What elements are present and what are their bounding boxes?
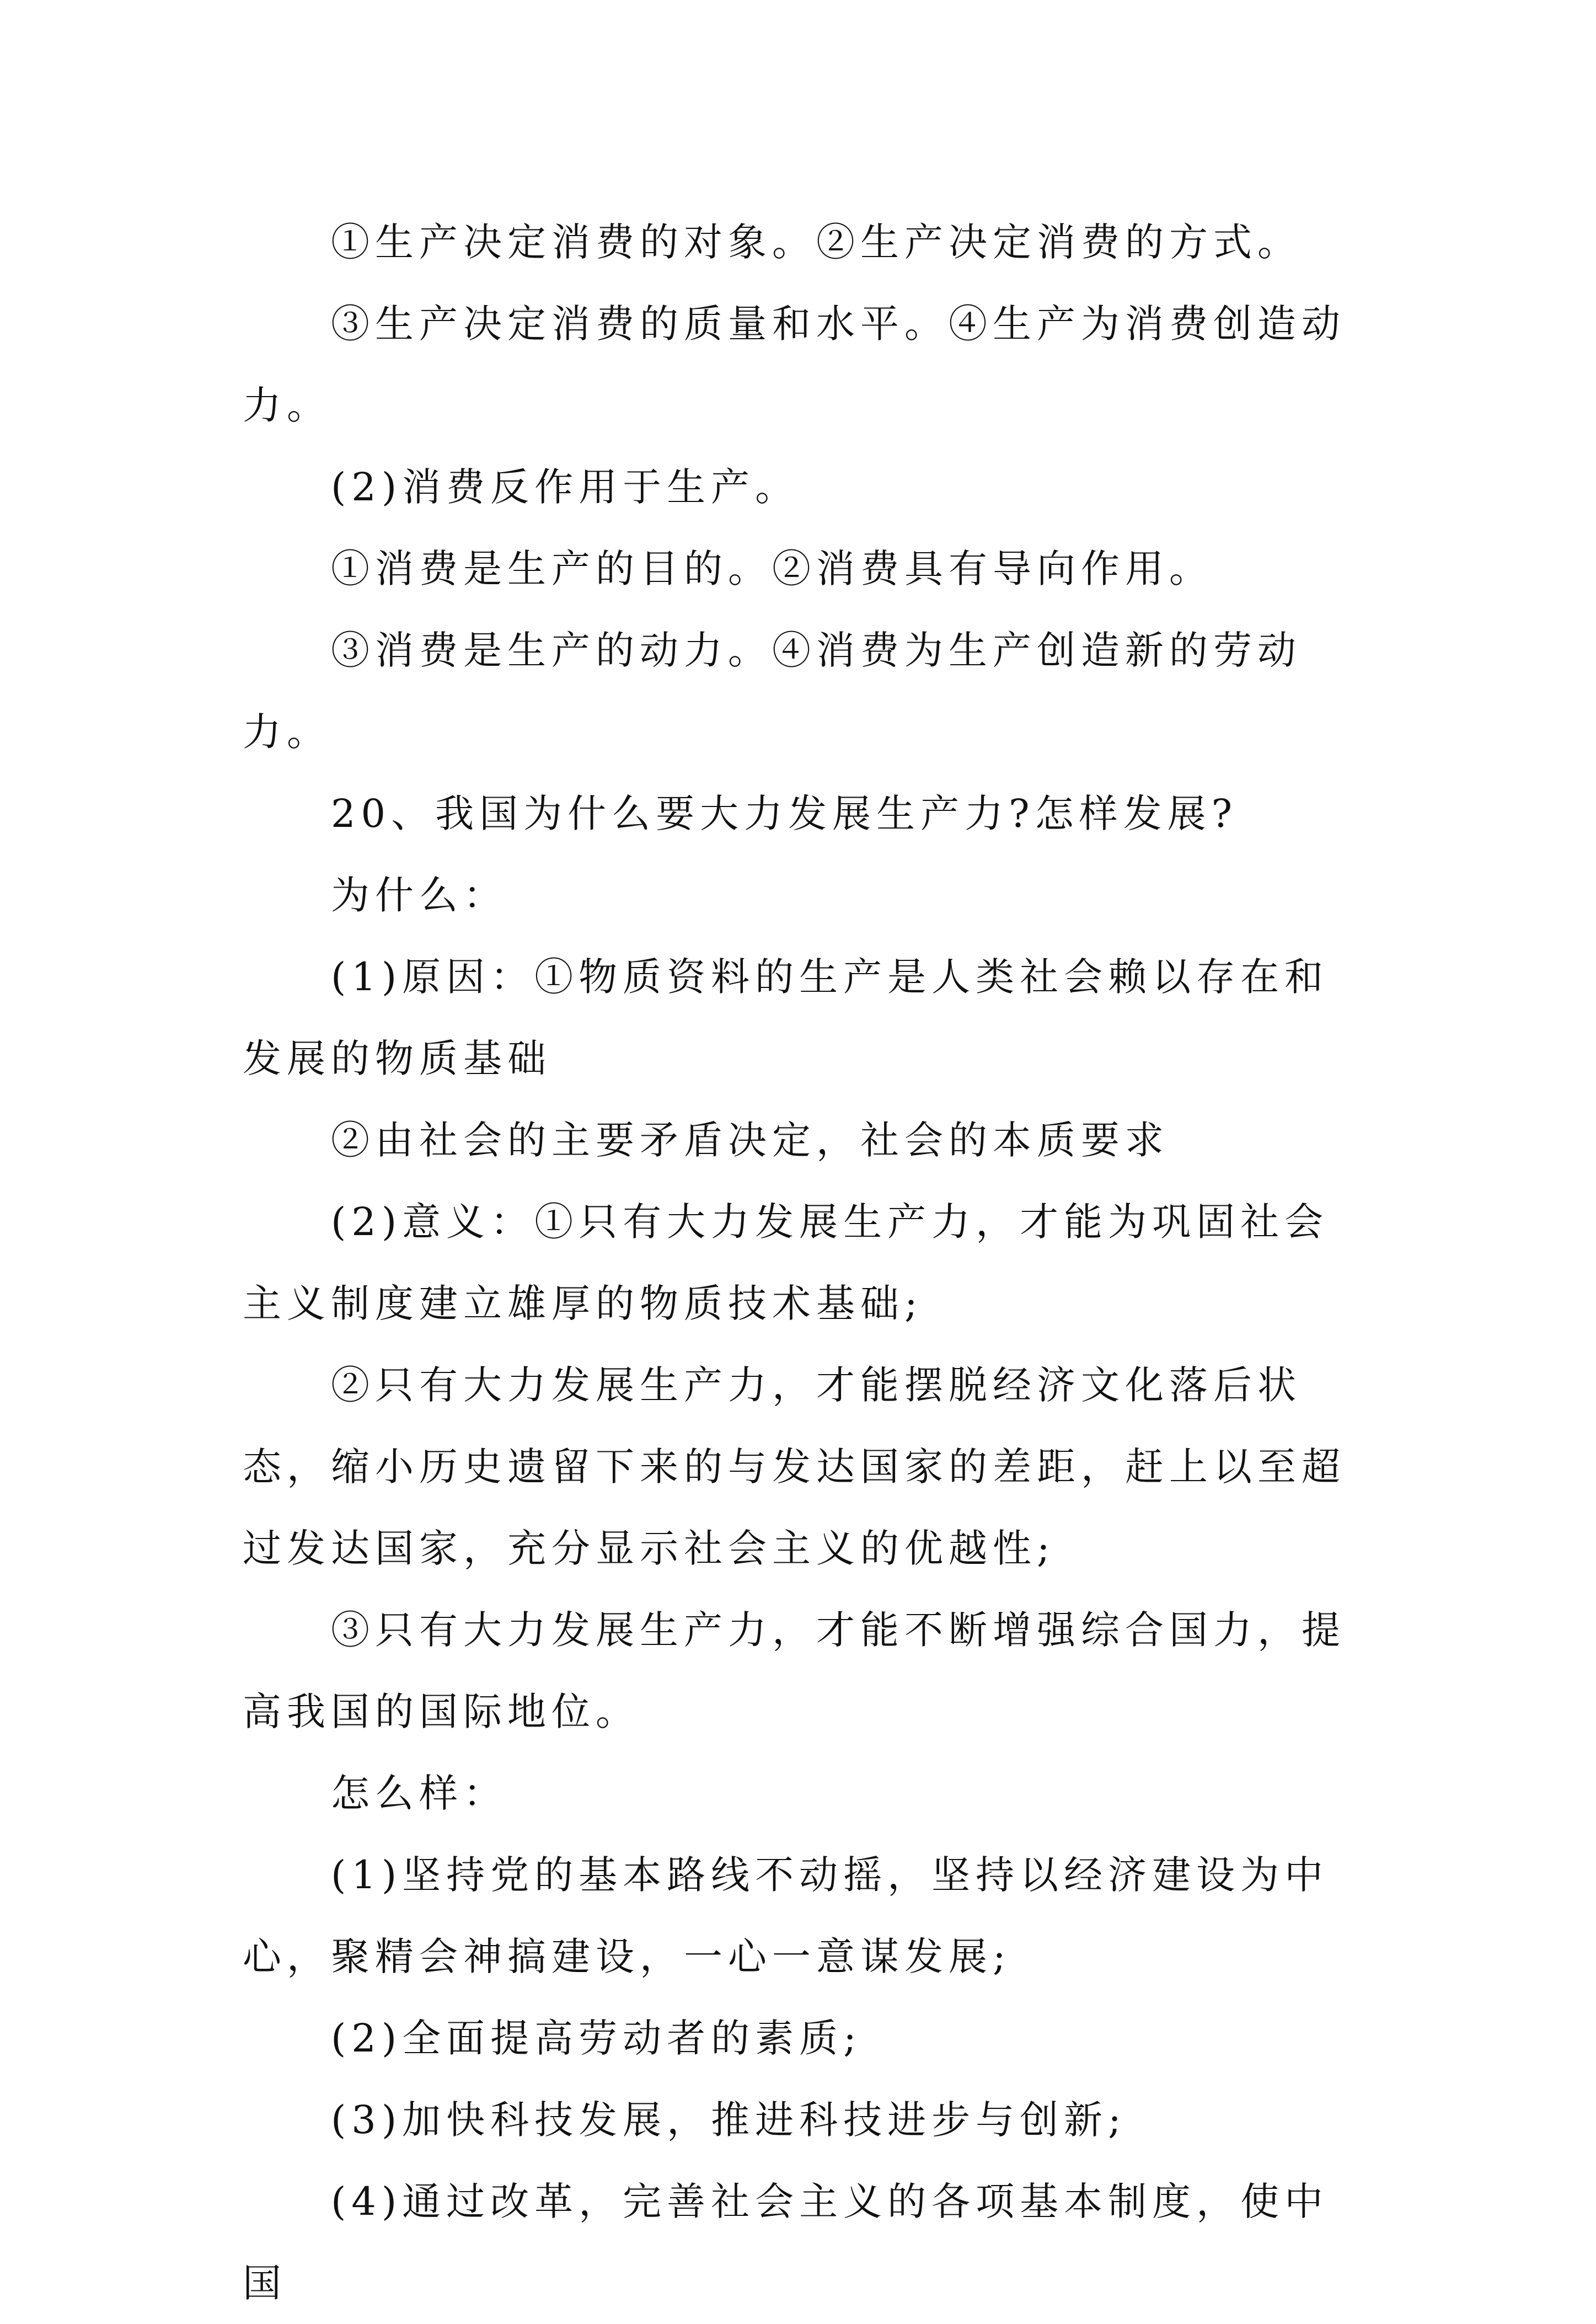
paragraph-reason: (1)原因：①物质资料的生产是人类社会赖以存在和发展的物质基础: [243, 954, 1329, 1081]
paragraph-production-quality-motivation: ③生产决定消费的质量和水平。④生产为消费创造动力。: [243, 301, 1346, 428]
paragraph-how-3: (3)加快科技发展，推进科技进步与创新;: [331, 2097, 1127, 2143]
how-subheading: 怎么样：: [331, 1771, 507, 1816]
paragraph-main-contradiction: ②由社会的主要矛盾决定，社会的本质要求: [331, 1118, 1169, 1163]
paragraph-production-object-method: ①生产决定消费的对象。②生产决定消费的方式。: [331, 220, 1302, 265]
paragraph-consumption-motivation-labor: ③消费是生产的动力。④消费为生产创造新的劳动力。: [243, 628, 1302, 755]
paragraph-consumption-purpose-guidance: ①消费是生产的目的。②消费具有导向作用。: [331, 546, 1213, 591]
paragraph-how-1: (1)坚持党的基本路线不动摇，坚持以经济建设为中心，聚精会神搞建设，一心一意谋发展;: [243, 1852, 1329, 1979]
paragraph-significance-1: (2)意义：①只有大力发展生产力，才能为巩固社会主义制度建立雄厚的物质技术基础;: [243, 1199, 1329, 1326]
question-20-heading: 20、我国为什么要大力发展生产力?怎样发展?: [331, 791, 1238, 836]
paragraph-significance-2: ②只有大力发展生产力，才能摆脱经济文化落后状态，缩小历史遗留下来的与发达国家的差距，赶上以至超过发达国家，充分显示社会主义的优越性;: [243, 1363, 1346, 1571]
document-body: [243, 201, 1368, 2324]
why-subheading: 为什么：: [331, 873, 507, 918]
paragraph-significance-3: ③只有大力发展生产力，才能不断增强综合国力，提高我国的国际地位。: [243, 1607, 1346, 1734]
paragraph-how-4: (4)通过改革，完善社会主义的各项基本制度，使中国: [243, 2179, 1329, 2306]
paragraph-consumption-reacts: (2)消费反作用于生产。: [331, 464, 800, 510]
paragraph-how-2: (2)全面提高劳动者的素质;: [331, 2016, 862, 2061]
